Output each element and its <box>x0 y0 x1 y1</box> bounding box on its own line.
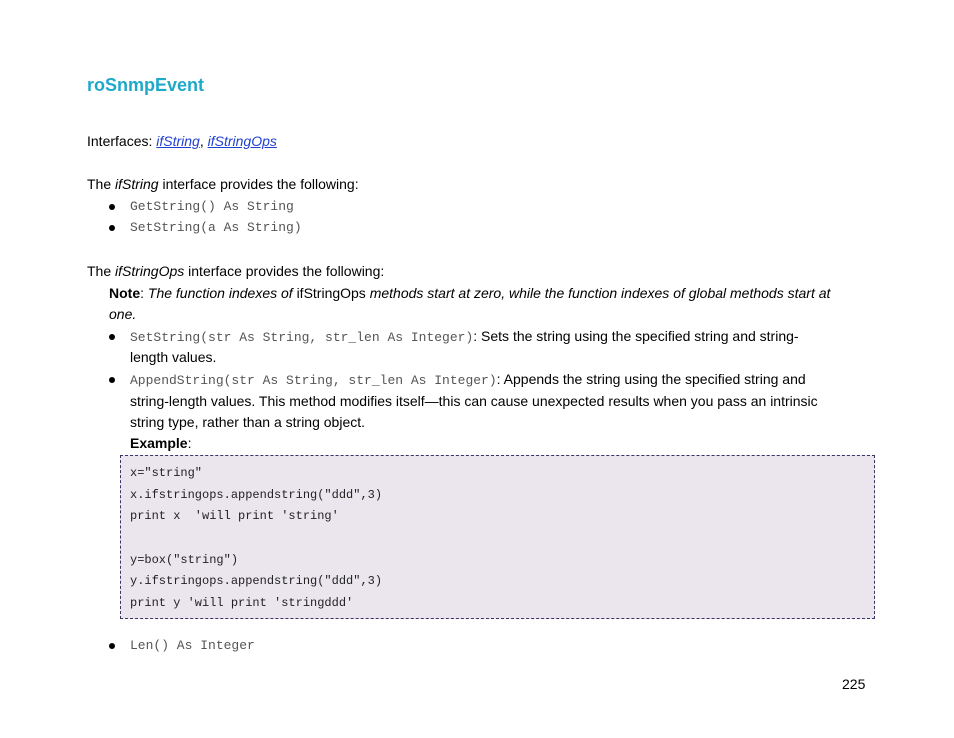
code-line: x="string" <box>130 466 203 480</box>
note-line-2 <box>109 304 136 325</box>
list-item-getstring: GetString() As String <box>130 199 294 214</box>
interface-name: ifStringOps <box>115 263 185 279</box>
interfaces-label: Interfaces: <box>87 133 157 149</box>
intro-text: interface provides the following: <box>184 263 385 279</box>
list-item-setstring-ops <box>130 326 799 348</box>
ifstring-intro <box>87 174 359 195</box>
code-line: print x 'will print 'string' <box>130 509 339 523</box>
interfaces-separator: , <box>199 133 208 149</box>
bullet-icon <box>109 377 115 383</box>
page-title: roSnmpEvent <box>87 75 205 95</box>
ifstringops-link[interactable]: ifStringOps <box>207 133 277 149</box>
note-line-1 <box>109 283 830 304</box>
bullet-icon <box>109 204 115 210</box>
code-line: y=box("string") <box>130 553 239 567</box>
method-signature: SetString(str As String, str_len As Integer) <box>130 330 474 345</box>
example-heading <box>130 433 191 454</box>
ifstring-link[interactable]: ifString <box>156 133 200 149</box>
bullet-icon <box>109 334 115 340</box>
interfaces-line <box>87 131 277 152</box>
method-description: : Appends the string using the specified string and <box>496 371 806 387</box>
bullet-icon <box>109 225 115 231</box>
note-interface-name: ifStringOps <box>296 285 366 301</box>
interface-name: ifString <box>115 176 159 192</box>
note-text: methods start at zero, while the function indexes of global methods start at <box>365 285 831 301</box>
code-line: print y 'will print 'stringddd' <box>130 596 354 610</box>
intro-text: The <box>87 176 116 192</box>
note-text: one. <box>109 306 137 322</box>
code-line: x.ifstringops.appendstring("ddd",3) <box>130 488 383 502</box>
code-example-block <box>120 455 875 619</box>
note-text: The function indexes of <box>147 285 297 301</box>
list-item-setstring: SetString(a As String) <box>130 220 302 235</box>
page-number: 225 <box>842 676 866 692</box>
example-colon: : <box>187 435 192 451</box>
list-item-appendstring-cont-1: string-length values. This method modifies itself—this can cause unexpected results when you pass an intrinsic <box>130 393 818 409</box>
method-description: : Sets the string using the specified string and string- <box>473 328 799 344</box>
example-label: Example <box>130 435 188 451</box>
list-item-len: Len() As Integer <box>130 638 255 653</box>
intro-text: The <box>87 263 116 279</box>
note-label: Note <box>109 285 141 301</box>
intro-text: interface provides the following: <box>158 176 359 192</box>
bullet-icon <box>109 643 115 649</box>
method-signature: AppendString(str As String, str_len As Integer) <box>130 373 497 388</box>
code-line: y.ifstringops.appendstring("ddd",3) <box>130 574 383 588</box>
list-item-appendstring-cont-2: string type, rather than a string object. <box>130 414 366 430</box>
note-colon: : <box>140 285 148 301</box>
list-item-appendstring <box>130 369 806 391</box>
ifstringops-intro <box>87 261 384 282</box>
list-item-setstring-ops-cont: length values. <box>130 349 217 365</box>
